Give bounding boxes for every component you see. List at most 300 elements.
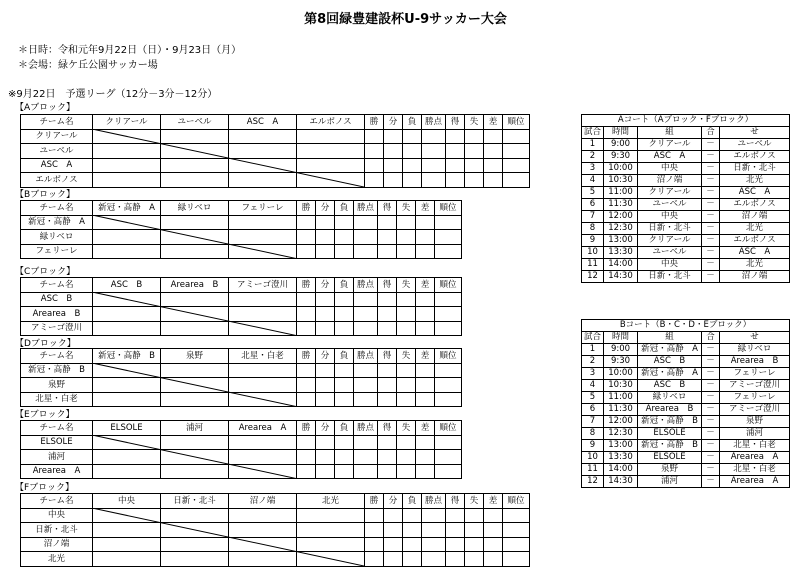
match-time: 14:00 xyxy=(604,259,638,271)
result-cell xyxy=(229,392,297,407)
result-cell xyxy=(297,464,316,479)
away-team: アミーゴ澄川 xyxy=(720,404,790,416)
result-cell xyxy=(397,392,416,407)
match-number: 6 xyxy=(582,199,604,211)
match-number: 4 xyxy=(582,175,604,187)
table-row xyxy=(21,307,462,322)
result-cell xyxy=(93,244,161,259)
schedule-header: 組 xyxy=(638,332,702,344)
result-cell xyxy=(416,307,435,322)
stat-header: 得 xyxy=(378,421,397,436)
versus-dash: － xyxy=(702,404,720,416)
result-cell xyxy=(503,537,530,552)
table-row xyxy=(582,416,790,428)
away-team: 北星・白老 xyxy=(720,440,790,452)
opponent-header: アミーゴ澄川 xyxy=(229,278,297,293)
result-cell xyxy=(416,230,435,245)
result-cell xyxy=(384,173,403,188)
block-table xyxy=(20,493,530,567)
match-number: 9 xyxy=(582,235,604,247)
result-cell xyxy=(503,144,530,159)
table-row xyxy=(582,344,790,356)
result-cell xyxy=(416,321,435,336)
match-time: 14:30 xyxy=(604,476,638,488)
result-cell xyxy=(316,464,335,479)
stat-header: 順位 xyxy=(435,349,462,364)
result-cell xyxy=(484,552,503,567)
away-team: 北光 xyxy=(720,259,790,271)
result-cell xyxy=(297,435,316,450)
result-cell xyxy=(446,552,465,567)
match-time: 13:30 xyxy=(604,452,638,464)
result-cell xyxy=(378,435,397,450)
table-row xyxy=(582,247,790,259)
away-team: 沼ノ端 xyxy=(720,271,790,283)
block-table xyxy=(20,200,462,259)
result-cell xyxy=(93,158,161,173)
result-cell xyxy=(422,129,446,144)
result-cell xyxy=(229,363,297,378)
table-row xyxy=(582,464,790,476)
result-cell xyxy=(365,508,384,523)
versus-dash: － xyxy=(702,187,720,199)
result-cell xyxy=(297,158,365,173)
opponent-header: Arearea A xyxy=(229,421,297,436)
away-team: 北星・白老 xyxy=(720,464,790,476)
result-cell xyxy=(403,552,422,567)
match-number: 8 xyxy=(582,223,604,235)
schedule-header: せ xyxy=(720,332,790,344)
result-cell xyxy=(316,307,335,322)
home-team: 新冠・高静 A xyxy=(638,368,702,380)
stat-header: 得 xyxy=(446,115,465,130)
result-cell xyxy=(403,144,422,159)
result-cell xyxy=(397,230,416,245)
result-cell xyxy=(378,307,397,322)
result-cell xyxy=(297,552,365,567)
home-team: 緑リベロ xyxy=(638,392,702,404)
block-label: 【Bブロック】 xyxy=(15,190,75,200)
opponent-header: ASC A xyxy=(229,115,297,130)
table-row xyxy=(582,404,790,416)
result-cell xyxy=(416,244,435,259)
match-number: 3 xyxy=(582,368,604,380)
home-team: 新冠・高静 B xyxy=(638,416,702,428)
result-cell xyxy=(416,378,435,393)
match-number: 10 xyxy=(582,452,604,464)
opponent-header: フェリーレ xyxy=(229,201,297,216)
result-cell xyxy=(484,158,503,173)
result-cell xyxy=(93,523,161,538)
stat-header: 差 xyxy=(416,349,435,364)
result-cell xyxy=(354,292,378,307)
versus-dash: － xyxy=(702,392,720,404)
opponent-header: ASC B xyxy=(93,278,161,293)
result-cell xyxy=(316,363,335,378)
stat-header: 失 xyxy=(397,278,416,293)
team-name: Arearea B xyxy=(21,307,93,322)
stat-header: 得 xyxy=(378,201,397,216)
match-number: 1 xyxy=(582,139,604,151)
match-time: 9:30 xyxy=(604,151,638,163)
stat-header: 分 xyxy=(316,201,335,216)
result-cell xyxy=(297,292,316,307)
result-cell xyxy=(397,435,416,450)
result-cell xyxy=(316,215,335,230)
result-cell xyxy=(365,158,384,173)
match-number: 5 xyxy=(582,187,604,199)
match-number: 6 xyxy=(582,404,604,416)
event-venue: ＊会場：緑ケ丘公園サッカー場 xyxy=(18,60,158,71)
home-team: ELSOLE xyxy=(638,452,702,464)
versus-dash: － xyxy=(702,139,720,151)
result-cell xyxy=(93,378,161,393)
match-number: 11 xyxy=(582,259,604,271)
result-cell xyxy=(297,392,316,407)
result-cell xyxy=(365,144,384,159)
match-number: 12 xyxy=(582,476,604,488)
result-cell xyxy=(161,508,229,523)
team-name: アミーゴ澄川 xyxy=(21,321,93,336)
versus-dash: － xyxy=(702,428,720,440)
result-cell xyxy=(161,144,229,159)
result-cell xyxy=(435,378,462,393)
table-row xyxy=(582,428,790,440)
result-cell xyxy=(297,144,365,159)
result-cell xyxy=(229,144,297,159)
away-team: 北光 xyxy=(720,223,790,235)
result-cell xyxy=(161,215,229,230)
event-date: ＊日時：令和元年9月22日（日）・9月23日（月） xyxy=(18,45,242,56)
stat-header: 順位 xyxy=(435,421,462,436)
match-time: 10:30 xyxy=(604,175,638,187)
stat-header: 分 xyxy=(384,115,403,130)
away-team: アミーゴ澄川 xyxy=(720,380,790,392)
result-cell xyxy=(484,523,503,538)
result-cell xyxy=(435,230,462,245)
team-name: ASC B xyxy=(21,292,93,307)
result-cell xyxy=(316,378,335,393)
result-cell xyxy=(397,464,416,479)
result-cell xyxy=(229,292,297,307)
result-cell xyxy=(384,523,403,538)
table-row xyxy=(21,523,530,538)
block-table xyxy=(20,348,462,407)
opponent-header: エルボノス xyxy=(297,115,365,130)
match-number: 11 xyxy=(582,464,604,476)
home-team: 泉野 xyxy=(638,464,702,476)
result-cell xyxy=(446,158,465,173)
opponent-header: 中央 xyxy=(93,494,161,509)
schedule-header: せ xyxy=(720,127,790,139)
match-time: 12:30 xyxy=(604,428,638,440)
result-cell xyxy=(435,450,462,465)
stat-header: 分 xyxy=(384,494,403,509)
result-cell xyxy=(229,215,297,230)
result-cell xyxy=(93,450,161,465)
stat-header: 差 xyxy=(416,278,435,293)
versus-dash: － xyxy=(702,344,720,356)
result-cell xyxy=(161,435,229,450)
result-cell xyxy=(378,321,397,336)
result-cell xyxy=(161,378,229,393)
result-cell xyxy=(397,244,416,259)
versus-dash: － xyxy=(702,259,720,271)
result-cell xyxy=(435,435,462,450)
match-time: 10:00 xyxy=(604,163,638,175)
result-cell xyxy=(378,378,397,393)
result-cell xyxy=(435,392,462,407)
away-team: ASC A xyxy=(720,187,790,199)
result-cell xyxy=(354,450,378,465)
result-cell xyxy=(297,244,316,259)
table-row xyxy=(21,508,530,523)
team-name: ASC A xyxy=(21,158,93,173)
schedule-header: 試合 xyxy=(582,127,604,139)
result-cell xyxy=(446,129,465,144)
result-cell xyxy=(93,230,161,245)
result-cell xyxy=(229,523,297,538)
table-row xyxy=(582,187,790,199)
result-cell xyxy=(354,307,378,322)
home-team: クリアール xyxy=(638,139,702,151)
versus-dash: － xyxy=(702,199,720,211)
home-team: ASC B xyxy=(638,356,702,368)
stat-header: 負 xyxy=(335,201,354,216)
result-cell xyxy=(335,307,354,322)
table-row xyxy=(582,368,790,380)
home-team: 浦河 xyxy=(638,476,702,488)
home-team: 新冠・高静 A xyxy=(638,344,702,356)
schedule-header: 合 xyxy=(702,332,720,344)
result-cell xyxy=(422,173,446,188)
result-cell xyxy=(354,435,378,450)
result-cell xyxy=(403,523,422,538)
stat-header: 失 xyxy=(397,201,416,216)
result-cell xyxy=(416,464,435,479)
block-label: 【Fブロック】 xyxy=(15,483,74,493)
opponent-header: Arearea B xyxy=(161,278,229,293)
table-row xyxy=(582,259,790,271)
away-team: 緑リベロ xyxy=(720,344,790,356)
match-time: 14:30 xyxy=(604,271,638,283)
result-cell xyxy=(316,292,335,307)
result-cell xyxy=(365,523,384,538)
versus-dash: － xyxy=(702,175,720,187)
result-cell xyxy=(378,363,397,378)
stat-header: 負 xyxy=(335,421,354,436)
opponent-header: 北光 xyxy=(297,494,365,509)
result-cell xyxy=(403,158,422,173)
result-cell xyxy=(161,552,229,567)
result-cell xyxy=(416,292,435,307)
result-cell xyxy=(416,450,435,465)
opponent-header: 浦河 xyxy=(161,421,229,436)
home-team: ASC A xyxy=(638,151,702,163)
result-cell xyxy=(397,307,416,322)
stat-header: 順位 xyxy=(503,115,530,130)
team-name-header: チーム名 xyxy=(21,349,93,364)
stat-header: 勝点 xyxy=(422,494,446,509)
table-row xyxy=(582,175,790,187)
team-name: 沼ノ端 xyxy=(21,537,93,552)
stat-header: 負 xyxy=(403,115,422,130)
result-cell xyxy=(161,230,229,245)
home-team: ユーベル xyxy=(638,199,702,211)
stat-header: 得 xyxy=(378,278,397,293)
result-cell xyxy=(316,321,335,336)
match-number: 2 xyxy=(582,151,604,163)
schedule-header: 時間 xyxy=(604,332,638,344)
match-number: 9 xyxy=(582,440,604,452)
result-cell xyxy=(435,215,462,230)
result-cell xyxy=(335,450,354,465)
result-cell xyxy=(93,144,161,159)
result-cell xyxy=(297,508,365,523)
result-cell xyxy=(397,292,416,307)
result-cell xyxy=(354,392,378,407)
team-name-header: チーム名 xyxy=(21,115,93,130)
result-cell xyxy=(335,321,354,336)
away-team: ユーベル xyxy=(720,139,790,151)
table-row xyxy=(582,199,790,211)
result-cell xyxy=(297,363,316,378)
opponent-header: 沼ノ端 xyxy=(229,494,297,509)
result-cell xyxy=(93,552,161,567)
match-time: 11:30 xyxy=(604,404,638,416)
result-cell xyxy=(422,523,446,538)
result-cell xyxy=(397,378,416,393)
away-team: 浦河 xyxy=(720,428,790,440)
home-team: ユーベル xyxy=(638,247,702,259)
result-cell xyxy=(446,144,465,159)
table-row xyxy=(21,363,462,378)
stat-header: 勝点 xyxy=(354,421,378,436)
table-row xyxy=(582,392,790,404)
stat-header: 失 xyxy=(397,349,416,364)
away-team: 泉野 xyxy=(720,416,790,428)
result-cell xyxy=(161,292,229,307)
result-cell xyxy=(297,230,316,245)
table-row xyxy=(21,244,462,259)
table-row xyxy=(582,476,790,488)
match-time: 9:00 xyxy=(604,139,638,151)
table-row xyxy=(21,144,530,159)
match-time: 12:00 xyxy=(604,211,638,223)
result-cell xyxy=(378,464,397,479)
stat-header: 差 xyxy=(416,421,435,436)
team-name: 北光 xyxy=(21,552,93,567)
team-name: ユーベル xyxy=(21,144,93,159)
away-team: エルボノス xyxy=(720,151,790,163)
result-cell xyxy=(378,292,397,307)
result-cell xyxy=(465,523,484,538)
stat-header: 勝点 xyxy=(354,278,378,293)
block-label: 【Eブロック】 xyxy=(15,410,75,420)
result-cell xyxy=(503,508,530,523)
result-cell xyxy=(422,158,446,173)
match-number: 4 xyxy=(582,380,604,392)
table-row xyxy=(21,173,530,188)
table-row xyxy=(582,211,790,223)
result-cell xyxy=(93,392,161,407)
result-cell xyxy=(465,552,484,567)
result-cell xyxy=(161,450,229,465)
home-team: ASC B xyxy=(638,380,702,392)
result-cell xyxy=(503,129,530,144)
opponent-header: 新冠・高静 A xyxy=(93,201,161,216)
result-cell xyxy=(422,552,446,567)
match-time: 11:30 xyxy=(604,199,638,211)
table-row xyxy=(582,356,790,368)
stat-header: 順位 xyxy=(503,494,530,509)
result-cell xyxy=(365,552,384,567)
block-table xyxy=(20,420,462,479)
result-cell xyxy=(161,173,229,188)
home-team: Arearea B xyxy=(638,404,702,416)
stat-header: 差 xyxy=(484,494,503,509)
result-cell xyxy=(316,450,335,465)
result-cell xyxy=(403,173,422,188)
result-cell xyxy=(403,537,422,552)
result-cell xyxy=(465,144,484,159)
away-team: Arearea A xyxy=(720,476,790,488)
result-cell xyxy=(397,450,416,465)
versus-dash: － xyxy=(702,380,720,392)
away-team: 北光 xyxy=(720,175,790,187)
result-cell xyxy=(365,173,384,188)
opponent-header: 緑リベロ xyxy=(161,201,229,216)
result-cell xyxy=(422,537,446,552)
stat-header: 失 xyxy=(397,421,416,436)
result-cell xyxy=(297,215,316,230)
table-row xyxy=(21,378,462,393)
result-cell xyxy=(465,173,484,188)
match-number: 2 xyxy=(582,356,604,368)
match-time: 11:00 xyxy=(604,392,638,404)
match-time: 12:30 xyxy=(604,223,638,235)
result-cell xyxy=(297,450,316,465)
home-team: 日新・北斗 xyxy=(638,223,702,235)
team-name: フェリーレ xyxy=(21,244,93,259)
result-cell xyxy=(354,363,378,378)
result-cell xyxy=(161,129,229,144)
stat-header: 得 xyxy=(378,349,397,364)
match-number: 10 xyxy=(582,247,604,259)
result-cell xyxy=(422,508,446,523)
opponent-header: 新冠・高静 B xyxy=(93,349,161,364)
table-row xyxy=(21,552,530,567)
team-name: ELSOLE xyxy=(21,435,93,450)
result-cell xyxy=(384,144,403,159)
team-name: 泉野 xyxy=(21,378,93,393)
result-cell xyxy=(435,464,462,479)
block-table xyxy=(20,277,462,336)
match-time: 13:00 xyxy=(604,440,638,452)
stat-header: 勝 xyxy=(365,494,384,509)
team-name: 中央 xyxy=(21,508,93,523)
team-name: 北星・白老 xyxy=(21,392,93,407)
result-cell xyxy=(384,158,403,173)
match-time: 14:00 xyxy=(604,464,638,476)
away-team: エルボノス xyxy=(720,199,790,211)
table-row xyxy=(21,129,530,144)
result-cell xyxy=(229,435,297,450)
result-cell xyxy=(297,321,316,336)
stat-header: 勝 xyxy=(297,201,316,216)
schedule-header: 時間 xyxy=(604,127,638,139)
result-cell xyxy=(397,215,416,230)
